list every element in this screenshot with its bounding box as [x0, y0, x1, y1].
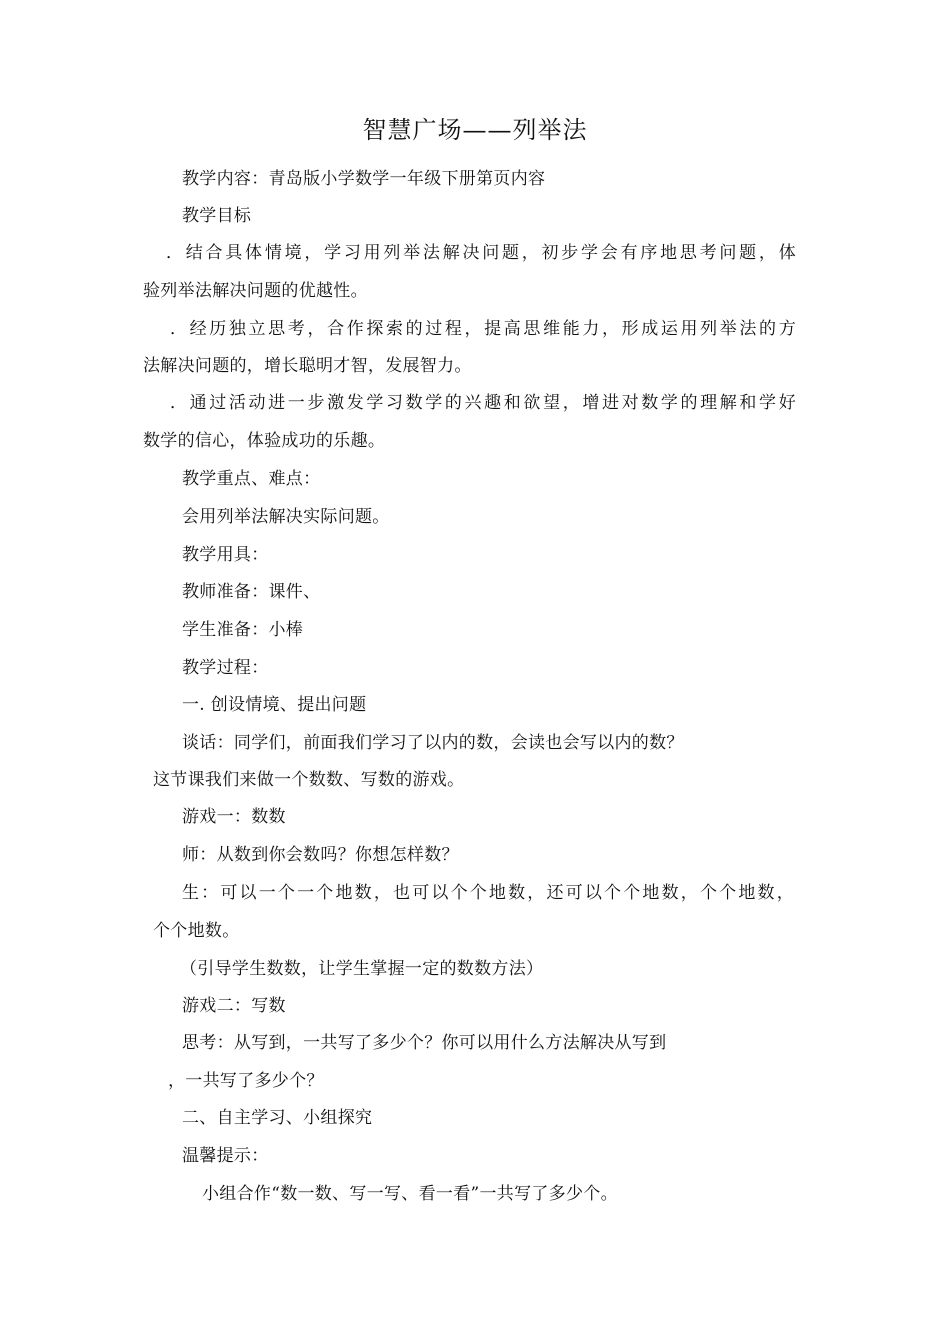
- game-2-heading: 游戏二：写数: [182, 996, 286, 1016]
- game-1-heading: 游戏一：数数: [182, 807, 286, 827]
- goal-2-line-1: ．经历独立思考，合作探索的过程，提高思维能力，形成运用列举法的方: [170, 319, 796, 339]
- teaching-process-heading: 教学过程：: [182, 658, 269, 678]
- teaching-tools-heading: 教学用具：: [182, 545, 269, 565]
- section-2-heading: 二、自主学习、小组探究: [182, 1108, 373, 1128]
- teaching-goals-heading: 教学目标: [182, 206, 252, 226]
- group-task-line: 小组合作“数一数、写一写、看一看”一共写了多少个。: [202, 1184, 618, 1204]
- talk-line-1: 谈话：同学们，前面我们学习了以内的数，会读也会写以内的数？: [182, 733, 684, 753]
- goal-3-line-1: ．通过活动进一步激发学习数学的兴趣和欲望，增进对数学的理解和学好: [170, 393, 796, 413]
- guidance-note-line: （引导学生数数，让学生掌握一定的数数方法）: [180, 959, 544, 979]
- tips-heading: 温馨提示：: [182, 1146, 269, 1166]
- goal-3-line-2: 数学的信心，体验成功的乐趣。: [143, 431, 386, 451]
- teaching-content-line: 教学内容：青岛版小学数学一年级下册第页内容: [182, 169, 546, 189]
- section-1-heading: 一. 创设情境、提出问题: [182, 695, 367, 715]
- goal-1-line-1: ．结合具体情境，学习用列举法解决问题，初步学会有序地思考问题，体: [166, 243, 796, 263]
- document-title: 智慧广场——列举法: [362, 116, 588, 144]
- think-line-2: ，一共写了多少个？: [168, 1071, 324, 1091]
- teacher-question-line: 师：从数到你会数吗？你想怎样数？: [182, 845, 459, 865]
- teacher-prep-line: 教师准备：课件、: [182, 582, 321, 602]
- goal-2-line-2: 法解决问题的，增长聪明才智，发展智力。: [143, 356, 472, 376]
- key-points-text: 会用列举法解决实际问题。: [182, 507, 390, 527]
- talk-line-2: 这节课我们来做一个数数、写数的游戏。: [153, 770, 465, 790]
- goal-1-line-2: 验列举法解决问题的优越性。: [143, 281, 368, 301]
- student-answer-line-1: 生：可以一个一个地数，也可以个个地数，还可以个个地数，个个地数，: [182, 883, 794, 903]
- student-prep-line: 学生准备：小棒: [182, 620, 304, 640]
- think-line-1: 思考：从写到，一共写了多少个？你可以用什么方法解决从写到: [182, 1033, 667, 1053]
- student-answer-line-2: 个个地数。: [153, 921, 240, 941]
- key-points-heading: 教学重点、难点：: [182, 469, 321, 489]
